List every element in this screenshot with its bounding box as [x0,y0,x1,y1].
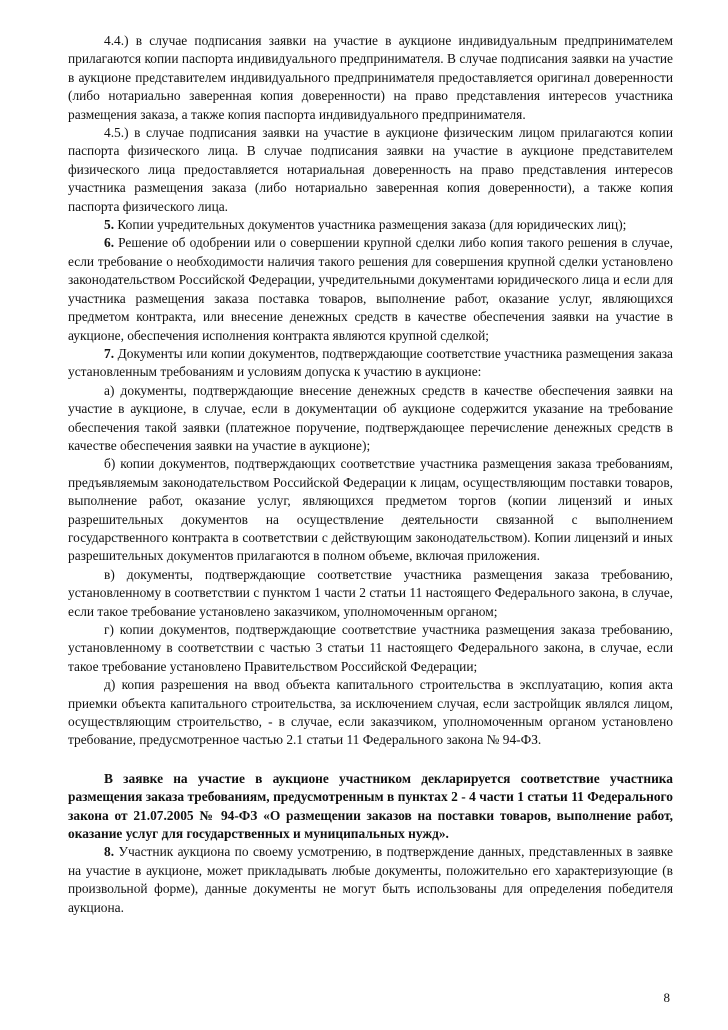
paragraph-7a: а) документы, подтверждающие внесение денежных средств в качестве обеспечения заявки на участие в аукционе, в случае, если в документации об аукционе содержится указание на требование обеспечения такой заявки (платежное поручение, подтверждающее перечисление денежных средств в качестве обеспечения заявки на участие в аукционе); [68,382,673,453]
paragraph-7: 7. Документы или копии документов, подтверждающие соответствие участника размещения заказа установленным требованиям и условиям допуска к участию в аукционе: [68,345,673,380]
paragraph-7g: г) копии документов, подтверждающие соответствие участника размещения заказа требованию, установленному в соответствии с частью 3 статьи 11 настоящего Федерального закона, в случае, если такое требование установлено Правительством Российской Федерации; [68,622,673,674]
paragraph-4-4: 4.4.) в случае подписания заявки на участие в аукционе индивидуальным предпринимателем прилагаются копии паспорта индивидуального предпринимателя. В случае подписания заявки на участие в аукционе представителем индивидуального предпринимателя предоставляется оригинал доверенности (либо нотариально заверенная копия доверенности) на право представления интересов участника размещения заказа, а также копия паспорта индивидуального предпринимателя. [68,33,673,122]
paragraph-8: 8. Участник аукциона по своему усмотрению, в подтверждение данных, представленных в заявке на участие в аукционе, может прикладывать любые документы, положительно его характеризующие (в произвольной форме), данные документы не могут быть использованы для определения победителя аукциона. [68,844,673,915]
page-number: 8 [663,990,670,1005]
declaration-paragraph: В заявке на участие в аукционе участником декларируется соответствие участника размещения заказа требованиям, предусмотренным в пунктах 2 - 4 части 1 статьи 11 Федерального закона от 21.07.2005 № 94-ФЗ «О размещении заказов на поставки товаров, выполнение работ, оказание услуг для государственных и муниципальных нужд». [68,770,673,842]
paragraph-5: 5. Копии учредительных документов участника размещения заказа (для юридических лиц); [104,217,627,233]
paragraph-number: 7. [104,345,115,361]
paragraph-7d: д) копия разрешения на ввод объекта капитального строительства в эксплуатацию, копия акта приемки объекта капитального строительства, за исключением случая, если застройщик являлся лицом, осуществляющим строительство, - в случае, если заказчиком, уполномоченным органом установлено требование, предусмотренное частью 2.1 статьи 11 Федерального закона № 94-ФЗ. [68,677,673,748]
paragraph-number: 6. [104,235,115,251]
paragraph-number: 5. [104,217,115,233]
paragraph-6: 6. Решение об одобрении или о совершении крупной сделки либо копия такого решения в случае, если требование о необходимости наличия такого решения для совершения крупной сделки установлено законодательством Российской Федерации, учредительными документами юридического лица и если для участника размещения заказа поставка товаров, выполнение работ, оказание услуг, являющихся предметом контракта, или внесение денежных средств в качестве обеспечения заявки на участие в аукционе, обеспечения исполнения контракта являются крупной сделкой; [68,235,673,343]
paragraph-number: 8. [104,844,115,860]
paragraph-7b: б) копии документов, подтверждающих соответствие участника размещения заказа требованиям, предъявляемым законодательством Российской Федерации к лицам, осуществляющим поставки товаров, выполнение работ, оказание услуг, являющихся предметом торгов (копии лицензий и иных разрешительных документов на осуществление деятельности связанной с выполнением государственного контракта в соответствии с действующим законодательством). Копии лицензий и иных разрешительных документов прилагаются в полном объеме, включая приложения. [68,456,673,564]
document-body [68,32,673,917]
paragraph-4-5: 4.5.) в случае подписания заявки на участие в аукционе физическим лицом прилагаются копии паспорта физического лица. В случае подписания заявки на участие в аукционе представителем физического лица предоставляется нотариальная доверенность на право представления интересов участника размещения заказа (либо нотариально заверенная копия доверенности), а также копия паспорта физического лица. [68,125,673,214]
paragraph-7v: в) документы, подтверждающие соответствие участника размещения заказа требованию, установленному в соответствии с пунктом 1 части 2 статьи 11 настоящего Федерального закона, в случае, если такое требование установлено заказчиком, уполномоченным органом; [68,566,673,619]
